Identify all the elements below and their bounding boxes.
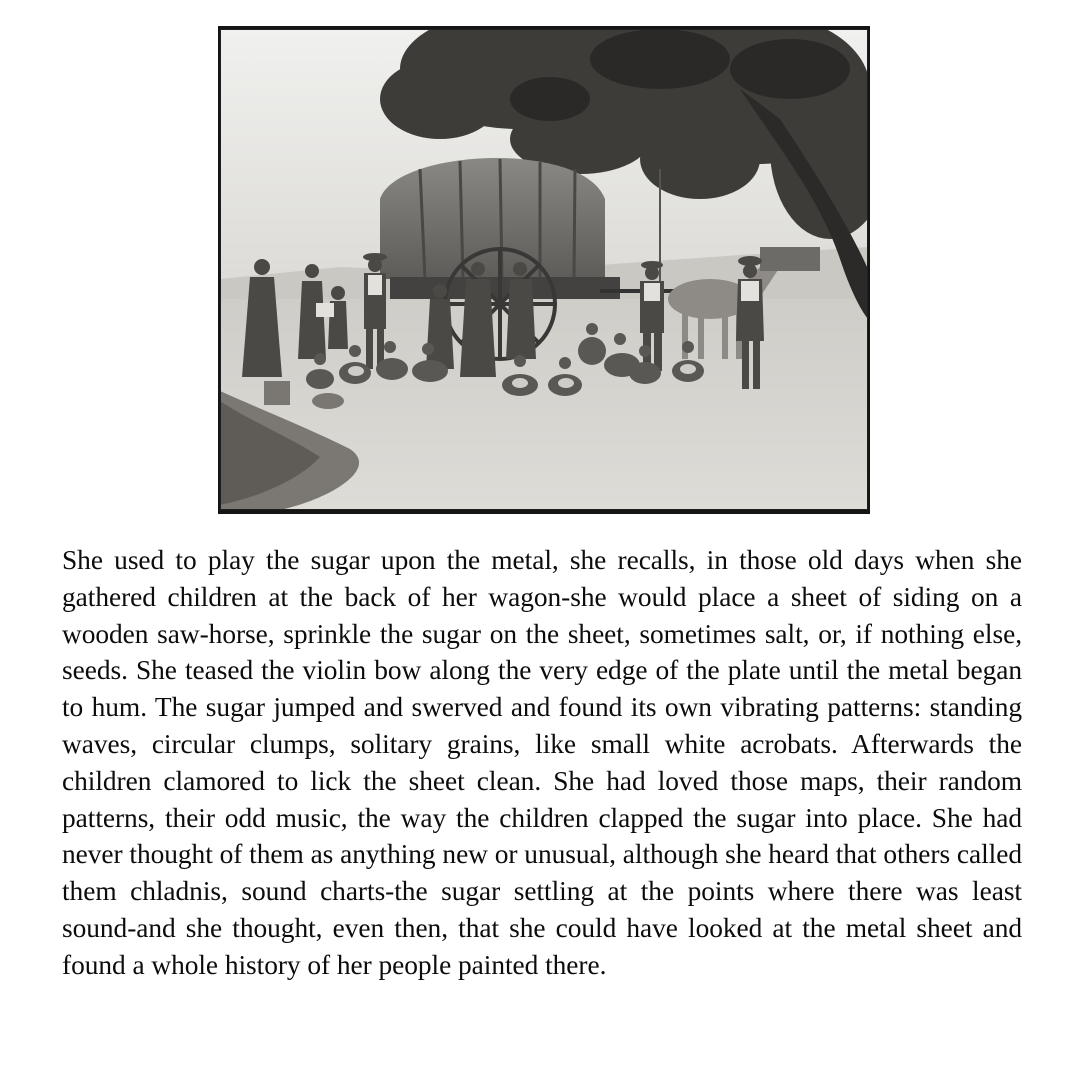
- basket: [264, 381, 290, 405]
- covered-wagon: [380, 158, 605, 279]
- photograph-frame: [218, 26, 870, 514]
- wagon-wheel: [445, 249, 555, 359]
- wagon-photograph: [220, 29, 868, 510]
- story-paragraph: She used to play the sugar upon the metal, she recalls, in those old days when she gathered children at the back of her wagon-she would place a sheet of siding on a wooden saw-horse, sprinkle the sugar on the sheet, sometimes salt, or, if nothing else, seeds. She teased the violin bow along the very edge of the plate until the metal began to hum. The sugar jumped and swerved and found its own vibrating patterns: standing waves, circular clumps, solitary grains, like small white acrobats. Afterwards the children clamored to lick the sheet clean. She had loved those maps, their random patterns, their odd music, the way the children clapped the sugar into place. She had never thought of them as anything new or unusual, although she heard that others called them chladnis, sound charts-the sugar settling at the points where there was least sound-and she thought, even then, that she could have looked at the metal sheet and found a whole history of her people painted there.: [62, 545, 1022, 980]
